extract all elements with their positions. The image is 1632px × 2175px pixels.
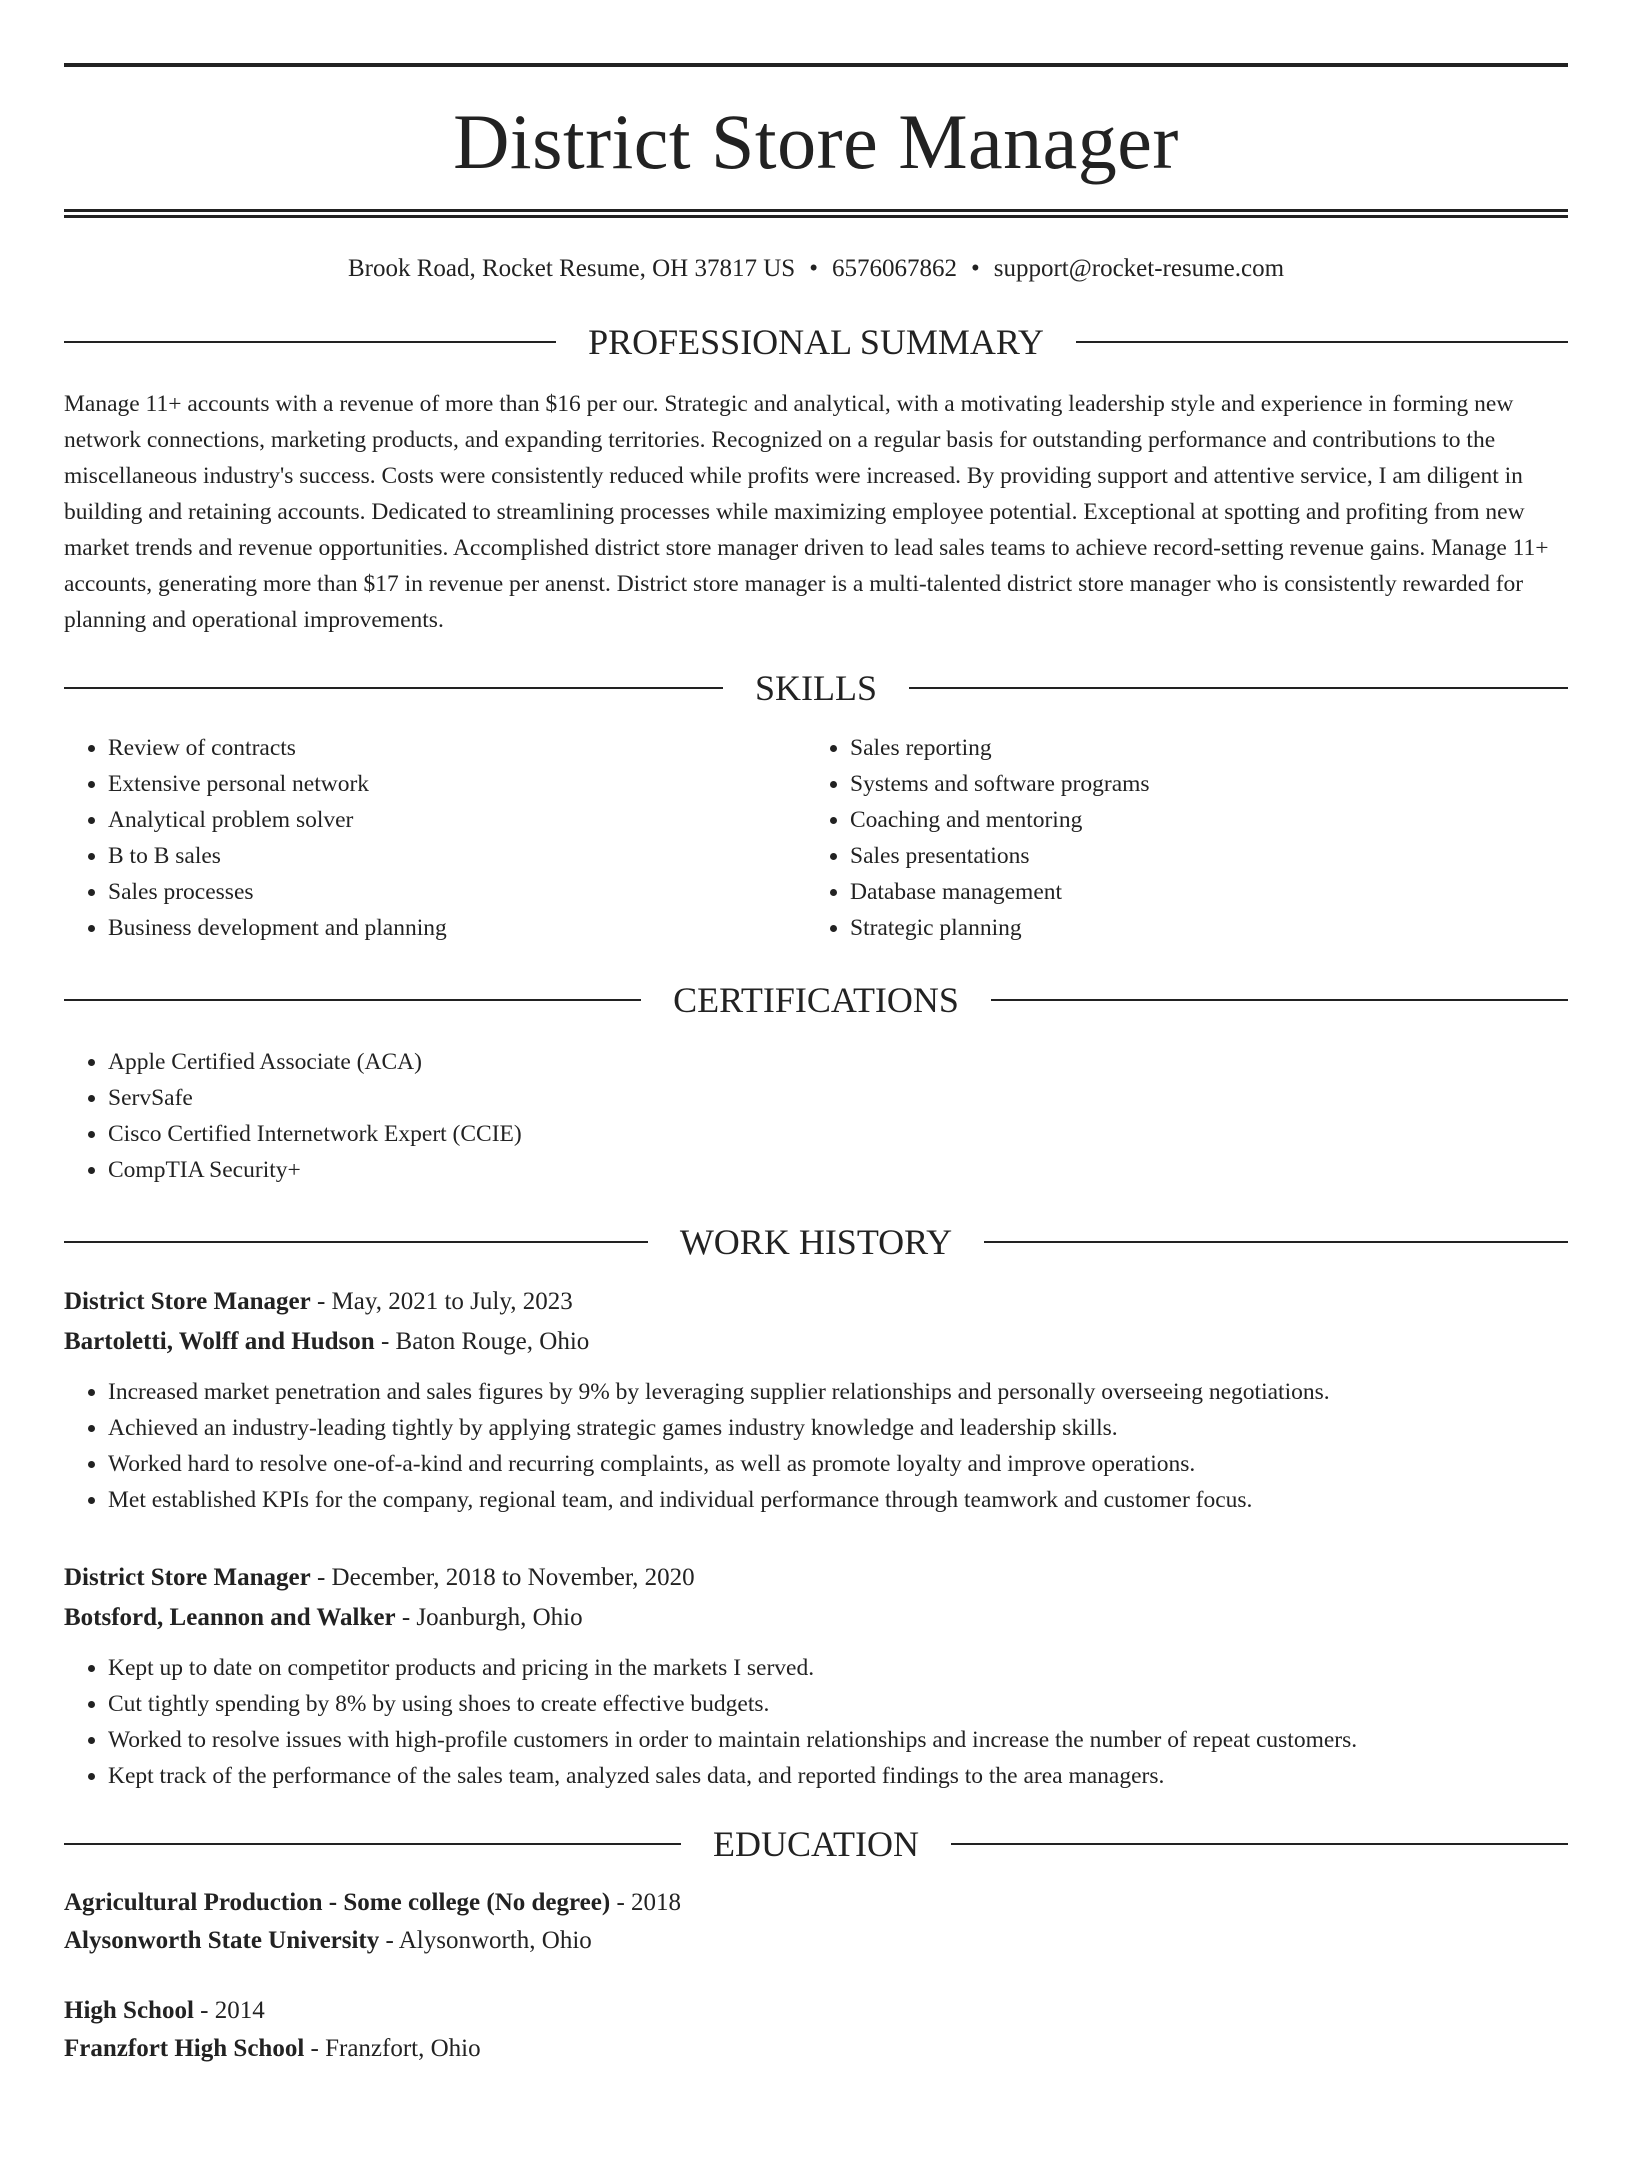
section-header-work — [64, 1224, 1568, 1260]
education-school-line — [64, 2030, 1568, 2068]
section-title-certifications: CERTIFICATIONS — [673, 980, 959, 1020]
divider-line — [909, 687, 1568, 689]
divider-line — [64, 687, 723, 689]
job-company: Bartoletti, Wolff and Hudson — [64, 1328, 375, 1355]
section-header-skills — [64, 670, 1568, 706]
double-rule — [64, 209, 1568, 218]
job-bullet: • Achieved an industry-leading tightly by applying strategic games industry knowledge and leadership skills. — [108, 1410, 1568, 1446]
education-degree-line — [64, 1884, 1568, 1922]
section-title-skills: SKILLS — [755, 668, 878, 708]
certification-item: • Cisco Certified Internetwork Expert (CCIE) — [108, 1116, 1568, 1152]
skill-item: • Sales reporting — [850, 730, 1548, 766]
certifications-list — [64, 1044, 1568, 1188]
divider-line — [64, 341, 556, 343]
job-title: District Store Manager — [64, 1288, 311, 1315]
education-school: Franzfort High School — [64, 2035, 305, 2062]
skill-item: • Analytical problem solver — [108, 802, 806, 838]
skill-item: • B to B sales — [108, 838, 806, 874]
job-location: - Joanburgh, Ohio — [395, 1604, 583, 1631]
contact-line — [64, 254, 1568, 284]
certification-item: • ServSafe — [108, 1080, 1568, 1116]
job-company: Botsford, Leannon and Walker — [64, 1604, 396, 1631]
resume-page — [0, 63, 1632, 2175]
job-bullets — [64, 1374, 1568, 1518]
job-bullets — [64, 1650, 1568, 1794]
education-degree-line — [64, 1992, 1568, 2030]
summary-text: Manage 11+ accounts with a revenue of more than $16 per our. Strategic and analytical, with a motivating leadership style and experience in forming new network connections, marketing products, and expanding territories. Recognized on a regular basis for outstanding performance and contributions to the miscellaneous industry's success. Costs were consistently reduced while profits were increased. By providing support and attentive service, I am diligent in building and retaining accounts. Dedicated to streamlining processes while maximizing employee potential. Exceptional at spotting and profiting from new market trends and revenue opportunities. Accomplished district store manager driven to lead sales teams to achieve record-setting revenue gains. Manage 11+ accounts, generating more than $17 in revenue per anenst. District store manager is a multi-talented district store manager who is consistently rewarded for planning and operational improvements. — [64, 391, 1549, 633]
section-header-education — [64, 1826, 1568, 1862]
skills-column-left — [64, 730, 806, 946]
contact-email[interactable]: support@rocket-resume.com — [993, 255, 1285, 282]
education-location: - Franzfort, Ohio — [304, 2035, 481, 2062]
section-header-certifications — [64, 982, 1568, 1018]
job-bullet: • Kept up to date on competitor products and pricing in the markets I served. — [108, 1650, 1568, 1686]
certification-item: • Apple Certified Associate (ACA) — [108, 1044, 1568, 1080]
job-bullet: • Kept track of the performance of the sales team, analyzed sales data, and reported findings to the area managers. — [108, 1758, 1568, 1794]
job-bullet: • Worked hard to resolve one-of-a-kind and recurring complaints, as well as promote loyalty and improve operations. — [108, 1446, 1568, 1482]
job-dates: - December, 2018 to November, 2020 — [310, 1564, 695, 1591]
resume-title: District Store Manager — [453, 98, 1179, 185]
divider-line — [1076, 341, 1568, 343]
skill-item: • Business development and planning — [108, 910, 806, 946]
job-entry — [64, 1558, 1568, 1794]
divider-line — [64, 1843, 681, 1845]
job-bullet: • Met established KPIs for the company, regional team, and individual performance through teamwork and customer focus. — [108, 1482, 1568, 1518]
divider-line — [64, 1241, 648, 1243]
education-location: - Alysonworth, Ohio — [379, 1927, 592, 1954]
skill-item: • Systems and software programs — [850, 766, 1548, 802]
job-location: - Baton Rouge, Ohio — [374, 1328, 590, 1355]
skill-item: • Extensive personal network — [108, 766, 806, 802]
education-school: Alysonworth State University — [64, 1927, 380, 1954]
job-bullet: • Increased market penetration and sales figures by 9% by leveraging supplier relationships and personally overseeing negotiations. — [108, 1374, 1568, 1410]
skill-item: • Coaching and mentoring — [850, 802, 1548, 838]
divider-line — [984, 1241, 1568, 1243]
skill-item: • Database management — [850, 874, 1548, 910]
contact-address: Brook Road, Rocket Resume, OH 37817 US — [347, 255, 796, 282]
job-company-line — [64, 1322, 1568, 1362]
section-title-summary: PROFESSIONAL SUMMARY — [588, 322, 1044, 362]
skills-grid — [64, 730, 1568, 946]
skill-item: • Sales presentations — [850, 838, 1548, 874]
divider-line — [951, 1843, 1568, 1845]
section-title-work: WORK HISTORY — [679, 1222, 953, 1262]
divider-line — [64, 999, 641, 1001]
education-entry — [64, 1992, 1568, 2068]
contact-separator: • — [809, 255, 818, 282]
top-rule — [64, 63, 1568, 67]
skills-column-right — [806, 730, 1548, 946]
education-year: - 2018 — [610, 1889, 682, 1916]
job-entry — [64, 1282, 1568, 1518]
education-degree: Agricultural Production - Some college (No degree) — [64, 1889, 611, 1916]
divider-line — [991, 999, 1568, 1001]
skill-item: • Sales processes — [108, 874, 806, 910]
certification-item: • CompTIA Security+ — [108, 1152, 1568, 1188]
job-bullet: • Cut tightly spending by 8% by using shoes to create effective budgets. — [108, 1686, 1568, 1722]
skill-item: • Review of contracts — [108, 730, 806, 766]
job-company-line — [64, 1598, 1568, 1638]
section-title-education: EDUCATION — [713, 1824, 919, 1864]
job-dates: - May, 2021 to July, 2023 — [310, 1288, 573, 1315]
job-bullet: • Worked to resolve issues with high-profile customers in order to maintain relationships and increase the number of repeat customers. — [108, 1722, 1568, 1758]
contact-phone: 6576067862 — [831, 255, 957, 282]
education-year: - 2014 — [193, 1997, 265, 2024]
job-title-line — [64, 1558, 1568, 1598]
skill-item: • Strategic planning — [850, 910, 1548, 946]
job-title: District Store Manager — [64, 1564, 311, 1591]
education-degree: High School — [64, 1997, 194, 2024]
section-header-summary — [64, 324, 1568, 360]
contact-separator: • — [970, 255, 980, 282]
education-school-line — [64, 1922, 1568, 1960]
job-title-line — [64, 1282, 1568, 1322]
education-entry — [64, 1884, 1568, 1960]
